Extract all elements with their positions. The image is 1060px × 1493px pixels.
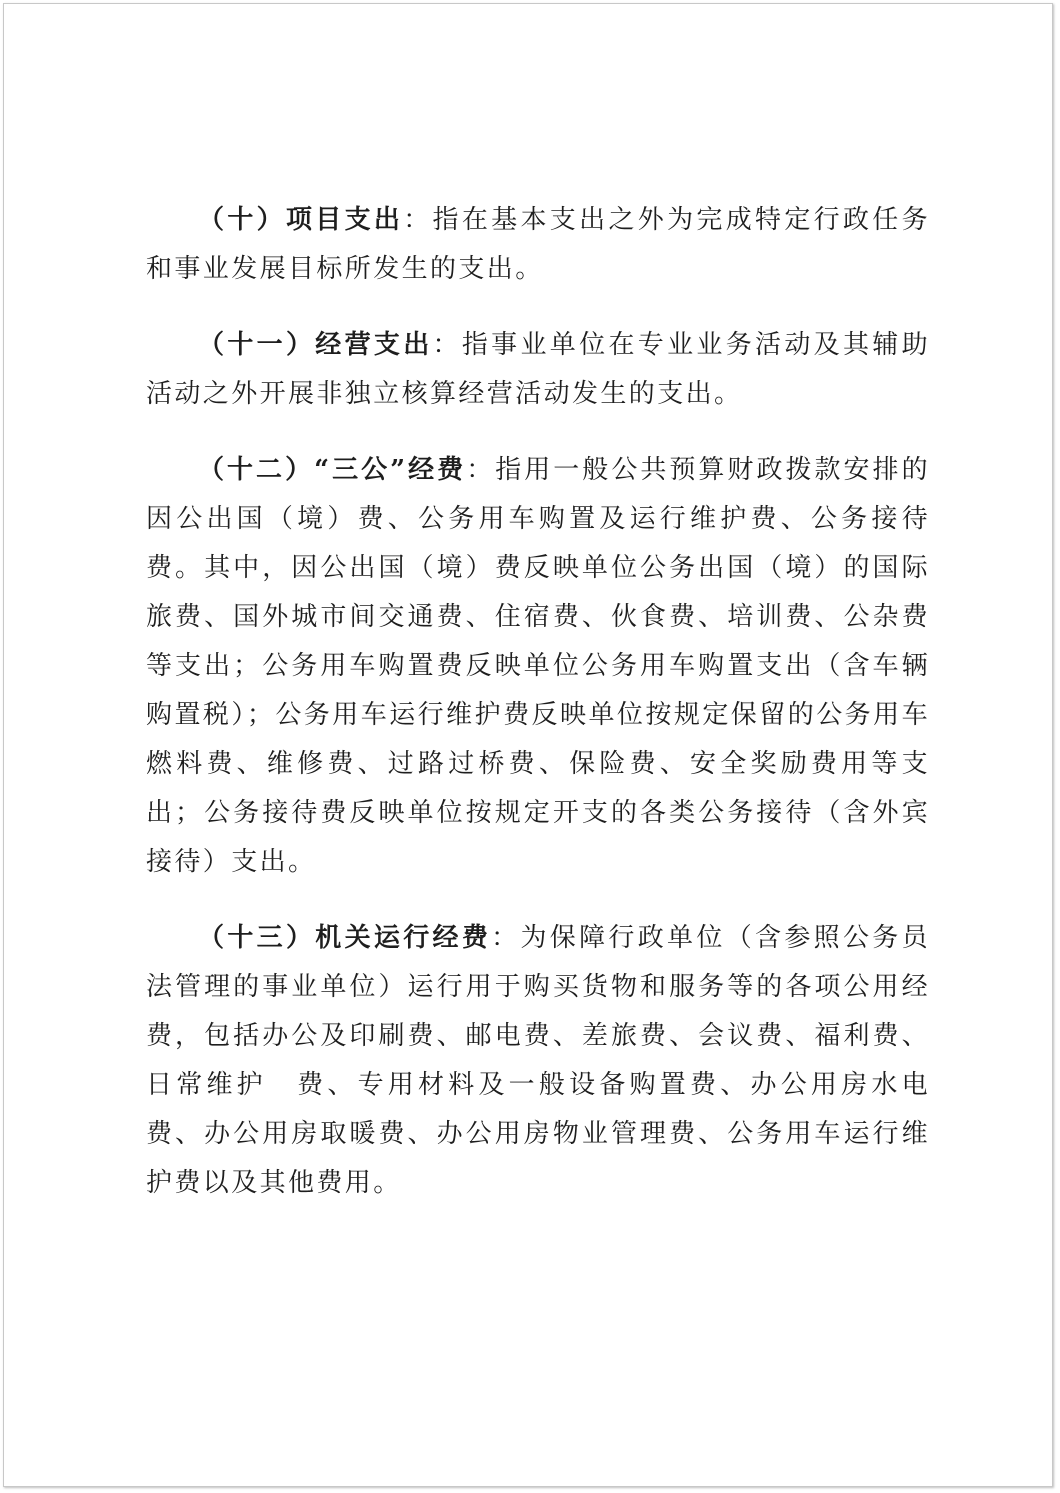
page-content bbox=[146, 196, 930, 1235]
term-operating-expenditure: （十一）经营支出 bbox=[198, 330, 433, 360]
paragraph-operating-expenditure bbox=[146, 321, 930, 419]
term-separator: ： bbox=[491, 923, 521, 953]
definition-agency-operating-funds: 为保障行政单位（含参照公务员法管理的事业单位）运行用于购买货物和服务等的各项公用经费，包括办公及印刷费、邮电费、差旅费、会议费、福利费、日常维护 费、专用材料及一般设备购置费、办公用房水电费、办公用房取暖费、办公用房物业管理费、公务用车运行维护费以及其他费用。 bbox=[146, 923, 930, 1198]
definition-three-public-expenses: 指用一般公共预算财政拨款安排的因公出国（境）费、公务用车购置及运行维护费、公务接待费。其中，因公出国（境）费反映单位公务出国（境）的国际旅费、国外城市间交通费、住宿费、伙食费、培训费、公杂费等支出；公务用车购置费反映单位公务用车购置支出（含车辆购置税）；公务用车运行维护费反映单位按规定保留的公务用车燃料费、维修费、过路过桥费、保险费、安全奖励费用等支出；公务接待费反映单位按规定开支的各类公务接待（含外宾接待）支出。 bbox=[146, 455, 930, 877]
paragraph-project-expenditure bbox=[146, 196, 930, 294]
document-page bbox=[3, 3, 1053, 1487]
paragraph-agency-operating-funds bbox=[146, 914, 930, 1208]
term-three-public-expenses: （十二）“三公”经费 bbox=[198, 455, 467, 485]
term-agency-operating-funds: （十三）机关运行经费 bbox=[198, 923, 492, 953]
definition-project-expenditure: 指在基本支出之外为完成特定行政任务和事业发展目标所发生的支出。 bbox=[146, 205, 930, 284]
term-separator: ： bbox=[432, 330, 462, 360]
definition-operating-expenditure: 指事业单位在专业业务活动及其辅助活动之外开展非独立核算经营活动发生的支出。 bbox=[146, 330, 930, 409]
term-project-expenditure: （十）项目支出 bbox=[198, 205, 404, 235]
paragraph-three-public-expenses bbox=[146, 446, 930, 887]
term-separator: ： bbox=[466, 455, 496, 485]
term-separator: ： bbox=[403, 205, 433, 235]
